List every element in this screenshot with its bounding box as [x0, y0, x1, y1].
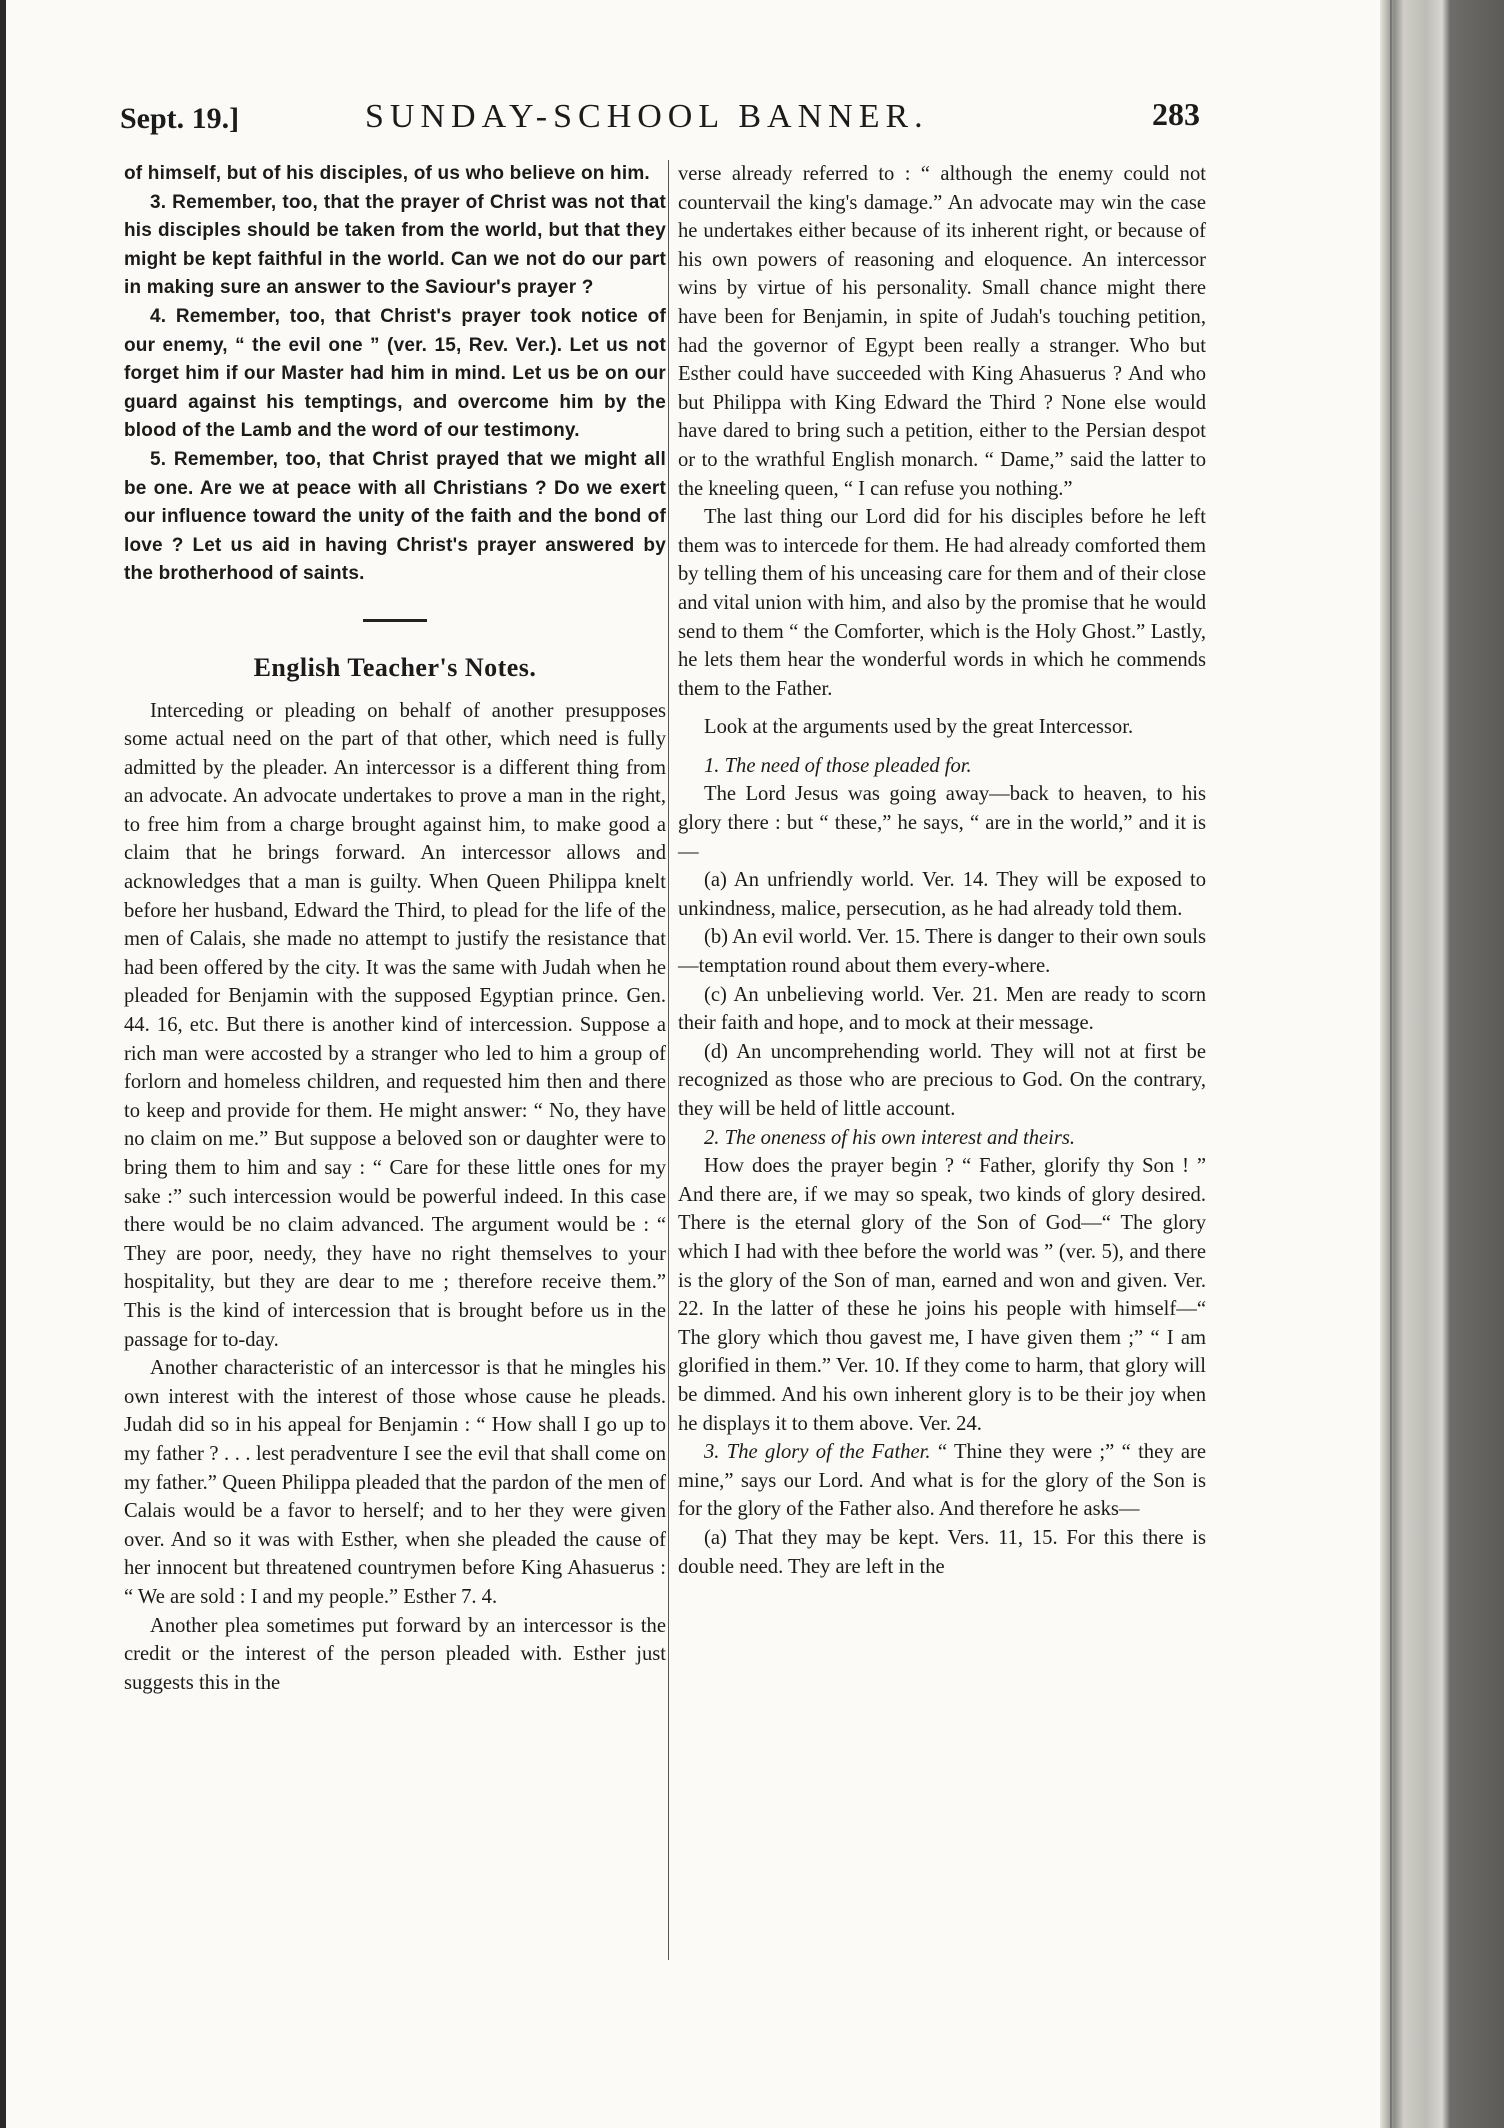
point2-heading: 2. The oneness of his own interest and theirs. — [704, 1126, 1076, 1149]
paragraph: How does the prayer begin ? “ Father, glorify thy Son ! ” And there are, if we may so speak, two kinds of glory desired. There is the eternal glory of the Son of God—“ The glory which I had with thee before the world was ” (ver. 5), and there is the glory of the Son of man, earned and won and given. Ver. 22. In the latter of these he joins his people with himself—“ The glory which thou gavest me, I have given them ;” “ I am glorified in them.” Ver. 10. If they come to harm, that glory will be dimmed. And his own inherent glory is to be their joy when he displays it to them above. Ver. 24. — [678, 1155, 1206, 1435]
list-item: 3. Remember, too, that the prayer of Christ was not that his disciples should be taken from the world, but that they might be kept faithful in the world. Can we not do our part in making sure an answer to the Saviour's prayer ? — [124, 191, 666, 299]
paragraph: (c) An unbelieving world. Ver. 21. Men are ready to scorn their faith and hope, and to mock at their message. — [678, 983, 1206, 1035]
paragraph: (d) An uncomprehending world. They will not at first be recognized as those who are precious to God. On the contrary, they will be held of little account. — [678, 1040, 1206, 1120]
page-edge-line — [1390, 0, 1392, 2128]
point-heading — [678, 1124, 1206, 1153]
paragraph: (b) An evil world. Ver. 15. There is danger to their own souls—temptation round about them every-where. — [678, 926, 1206, 978]
page-edge-shadow — [1380, 0, 1504, 2128]
right-column — [678, 160, 1206, 1960]
paragraph: Another characteristic of an intercessor is that he mingles his own interest with the interest of those whose cause he pleads. Judah did so in his appeal for Benjamin : “ How shall I go up to my father ? . . . lest peradventure I see the evil that shall come on my father.” Queen Philippa pleaded that the pardon of the men of Calais would be a favor to herself; and to her they were given over. And so it was with Esther, when she pleaded the cause of her innocent but threatened countrymen before King Ahasuerus : “ We are sold : I and my people.” Esther 7. 4. — [124, 1357, 666, 1608]
page-binding-rule — [0, 0, 6, 2128]
paragraph: The last thing our Lord did for his disciples before he left them was to intercede for them. He had already comforted them by telling them of his unceasing care for them and of their close and vital union with him, and also by the promise that he would send to them “ the Comforter, which is the Holy Ghost.” Lastly, he lets them hear the wonderful words in which he commends them to the Father. — [678, 506, 1206, 700]
list-item: 5. Remember, too, that Christ prayed that we might all be one. Are we at peace with all Christians ? Do we exert our influence toward the unity of the faith and the bond of love ? Let us aid in having Christ's prayer answered by the brotherhood of saints. — [124, 448, 666, 585]
paragraph: (a) That they may be kept. Vers. 11, 15. For this there is double need. They are left in the — [678, 1526, 1206, 1578]
list-item: of himself, but of his disciples, of us who believe on him. — [124, 163, 650, 184]
point3-text: “ Thine they were ;” “ they are mine,” says our Lord. And what is for the glory of the Son is for the glory of the Father also. And therefore he asks— — [678, 1441, 1206, 1521]
header-title: SUNDAY-SCHOOL BANNER. — [365, 98, 929, 135]
remember-list — [124, 160, 666, 589]
left-column — [124, 160, 666, 1960]
paragraph: The Lord Jesus was going away—back to heaven, to his glory there : but “ these,” he says, “ are in the world,” and it is— — [678, 783, 1206, 863]
paragraph: verse already referred to : “ although the enemy could not countervail the king's damage.” An advocate may win the case he undertakes either because of its inherent right, or because of his own powers of reasoning and eloquence. An intercessor wins by virtue of his personality. Small chance might there have been for Benjamin, in spite of Judah's touching petition, had the governor of Egypt been really a stranger. Who but Esther could have succeeded with King Ahasuerus ? And who but Philippa with King Edward the Third ? None else would have dared to bring such a petition, either to the Persian despot or to the wrathful English monarch. “ Dame,” said the latter to the kneeling queen, “ I can refuse you nothing.” — [678, 163, 1206, 500]
section-title: English Teacher's Notes. — [253, 652, 537, 682]
page-number: 283 — [1152, 96, 1200, 132]
running-header — [120, 90, 1200, 150]
header-date: Sept. 19.] — [120, 102, 240, 135]
section-divider — [363, 619, 427, 622]
paragraph: Another plea sometimes put forward by an intercessor is the credit or the interest of the person pleaded with. Esther just suggests this in the — [124, 1614, 666, 1694]
paragraph — [678, 1438, 1206, 1524]
list-item: 4. Remember, too, that Christ's prayer took notice of our enemy, “ the evil one ” (ver. 15, Rev. Ver.). Let us not forget him if our Master had him in mind. Let us be on our guard against his temptings, and overcome him by the blood of the Lamb and the word of our testimony. — [124, 305, 666, 442]
paragraph: Look at the arguments used by the great Intercessor. — [704, 716, 1134, 739]
paragraph: Interceding or pleading on behalf of another presupposes some actual need on the part of that other, which need is fully admitted by the pleader. An intercessor is a different thing from an advocate. An advocate undertakes to prove a man in the right, to free him from a charge brought against him, to make good a claim that he brings forward. An intercessor allows and acknowledges that a man is guilty. When Queen Philippa knelt before her husband, Edward the Third, to plead for the life of the men of Calais, she made no attempt to justify the resistance that had been offered by the city. It was the same with Judah when he pleaded for Benjamin with the supposed Egyptian prince. Gen. 44. 16, etc. But there is another kind of intercession. Suppose a rich man were accosted by a stranger who led to him a group of forlorn and homeless children, and requested him then and there to keep and provide for them. He might answer: “ No, they have no claim on me.” But suppose a beloved son or daughter were to bring them to him and say : “ Care for these little ones for my sake :” such intercession would be powerful indeed. In this case there would be no claim advanced. The argument would be : “ They are poor, needy, they have no right themselves to your hospitality, but they are dear to me ; therefore receive them.” This is the kind of intercession that is brought before us in the passage for to-day. — [124, 699, 666, 1351]
column-divider — [668, 160, 669, 1960]
paragraph: (a) An unfriendly world. Ver. 14. They will be exposed to unkindness, malice, persecution, as he had already told them. — [678, 869, 1206, 920]
point-heading — [678, 752, 1206, 781]
point3-heading: 3. The glory of the Father. — [704, 1441, 931, 1464]
point1-heading: 1. The need of those pleaded for. — [704, 754, 972, 777]
